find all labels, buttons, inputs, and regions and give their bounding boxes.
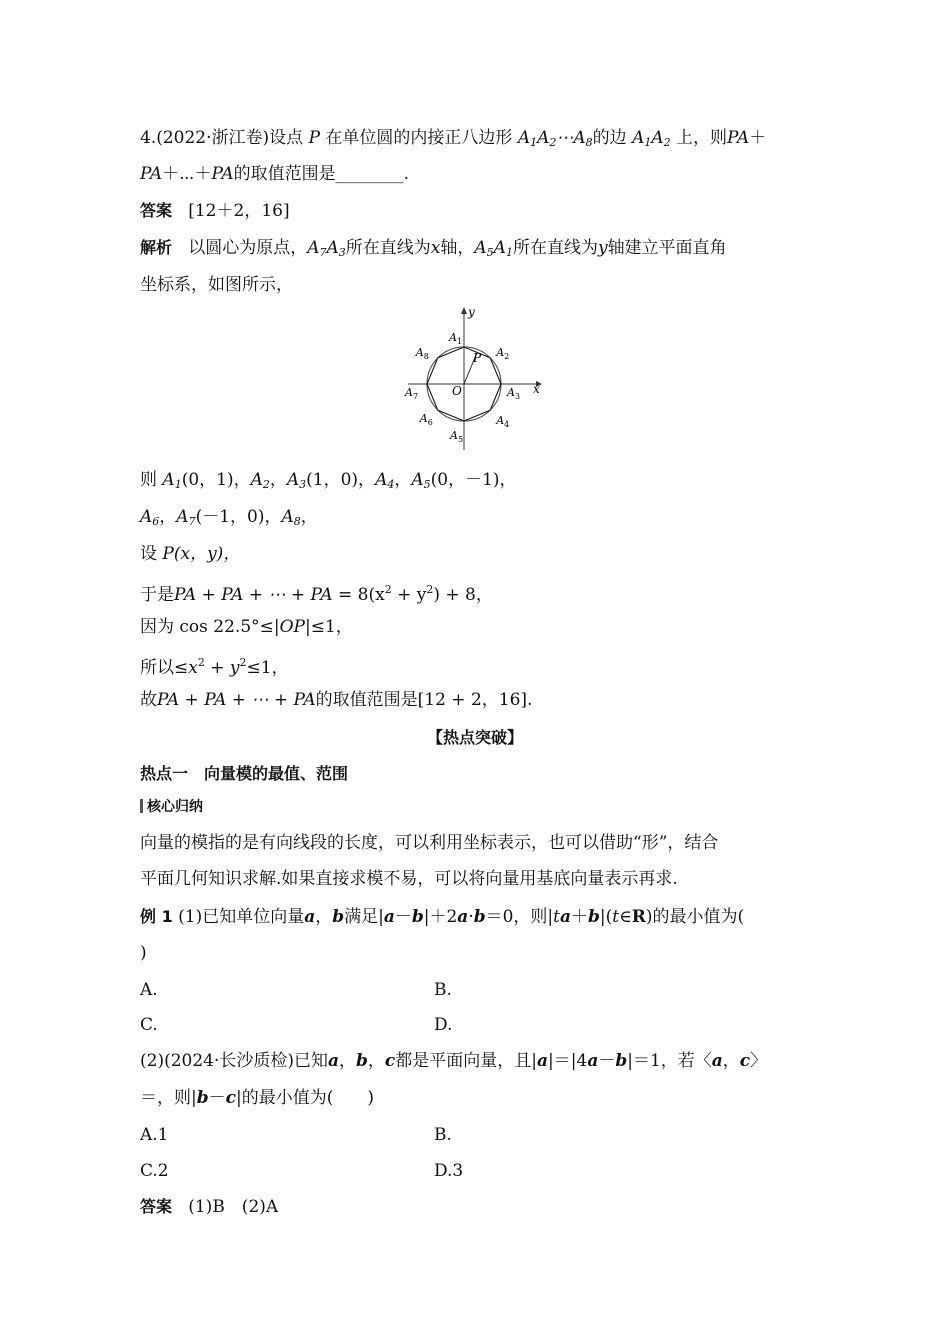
solution-text: 因为 cos 22.5°≤| [140, 617, 280, 637]
question-text: 都是平面向量，且| [395, 1051, 538, 1071]
vector-a: a [457, 907, 469, 927]
point-p: P [162, 544, 174, 564]
exponent: 2 [197, 656, 205, 669]
solution-text: |≤1， [305, 617, 353, 637]
analysis-text: 所在直线为 [512, 238, 598, 258]
example-label: 例 1 [140, 907, 173, 926]
problem-4-line-1 [140, 126, 766, 155]
solution-text: = 8(x [332, 585, 385, 605]
solution-text: 故 [140, 690, 157, 710]
question-text: |＝1，若〈 [627, 1051, 712, 1071]
var-t: t [612, 907, 620, 927]
answer-label: 答案 [140, 201, 173, 220]
solution-line-3 [140, 542, 240, 566]
vector-c: c [225, 1088, 236, 1108]
option-2-c: C.2 [140, 1161, 169, 1181]
solution-text: + y [391, 585, 427, 605]
solution-text: (1，0)， [306, 470, 376, 490]
question-text: 〉 [750, 1051, 768, 1071]
solution-text: (x，y)， [173, 544, 241, 564]
var-x: x [188, 658, 198, 678]
exponent: 2 [384, 583, 392, 596]
question-text: · [468, 907, 474, 927]
y-axis-arrow [461, 307, 467, 314]
solution-line-7 [140, 688, 532, 712]
question-text: ， [315, 907, 333, 927]
vector-c: c [384, 1051, 396, 1071]
vertex-label-a7: $A_7$ [405, 386, 419, 401]
option-c: C. [140, 1015, 158, 1035]
vertex-label-a4: $A_4$ [496, 414, 510, 430]
vector-a: a [537, 1051, 549, 1071]
var-t: t [553, 907, 560, 927]
edge-a1a2: $A_1A_2$ [632, 128, 671, 149]
solution-text: 设 [140, 544, 157, 564]
answer-value: [12＋2，16] [188, 201, 290, 221]
analysis-line-1: 解析 以圆心为原点，$A_7A_3$所在直线为x轴，$A_5A_1$所在直线为y轴建立平面直角 [140, 238, 727, 259]
problem-text: 上，则 [676, 128, 728, 148]
example-1-q2-line-2 [140, 1086, 374, 1110]
x-label: x [533, 382, 540, 396]
pa-sum: PA + PA + ⋯ + PA [174, 585, 333, 605]
question-text: (1)已知单位向量 [172, 907, 305, 927]
exponent: 2 [426, 583, 434, 596]
answer-label: 答案 [140, 1197, 173, 1216]
vector-a: a [587, 1051, 599, 1071]
solution-text: 于是 [140, 585, 174, 605]
y-label: y [468, 305, 475, 319]
real-set: R [631, 907, 646, 927]
heading-bar [140, 799, 143, 813]
vector-a: a [560, 907, 572, 927]
solution-line-5 [140, 615, 353, 639]
solution-text: (－1，0)， [195, 507, 282, 527]
question-text: － [598, 1051, 616, 1071]
vector-a: a [383, 907, 395, 927]
vertex-a1: $A_1A_2\cdots A_8$ [517, 128, 593, 149]
solution-text: 则 [140, 470, 157, 490]
problem-text: 的取值范围是________. [233, 164, 410, 184]
question-text: |＝|4 [548, 1051, 588, 1071]
solution-text: 所以≤ [140, 658, 189, 678]
solution-line-2: $A_6$，$A_7(-1$，0)，$A_8$， [140, 507, 318, 528]
analysis-text: 轴， [440, 238, 475, 258]
exponent: 2 [239, 656, 247, 669]
question-text: 满足| [344, 907, 384, 927]
octagon-figure [400, 302, 550, 452]
question-text: ＝，则| [140, 1088, 197, 1108]
solution-text: (0，－1)， [430, 470, 517, 490]
question-text: ∈ [619, 907, 632, 927]
solution-text: 的取值范围是[12 + 2，16]. [315, 690, 533, 710]
core-paragraph-2: 平面几何知识求解.如果直接求模不易，可以将向量用基底向量表示再求. [140, 869, 678, 889]
var-y: y [597, 238, 608, 258]
section-title: 【热点突破】 [426, 728, 523, 747]
example-1-q1 [140, 905, 744, 929]
analysis-text: 所在直线为 [345, 238, 431, 258]
vector-b: b [411, 907, 424, 927]
pa-term: PA [727, 128, 750, 148]
vertex-label-a3: $A_3$ [507, 386, 521, 401]
solution-text: ≤1， [246, 658, 289, 678]
core-heading [140, 795, 203, 819]
solution-text: ， [394, 470, 412, 490]
option-2-b: B. [434, 1125, 452, 1145]
origin-label: O [452, 384, 462, 398]
question-text: ＋ [571, 907, 589, 927]
question-text: ， [367, 1051, 385, 1071]
option-a: A. [140, 980, 158, 1000]
solution-line-1: 则 $A_1(0$，1)，$A_2$，$A_3(1$，0)，$A_4$，$A_5(0$，－1)， [140, 470, 517, 491]
vertex-label-a2: $A_2$ [496, 345, 510, 361]
analysis-text: 以圆心为原点， [188, 238, 308, 258]
vector-a: a [711, 1051, 723, 1071]
vector-b: b [356, 1051, 368, 1071]
example-1-q2 [140, 1049, 767, 1073]
example-1-q1-close: ) [140, 943, 147, 963]
solution-text: ， [269, 470, 287, 490]
vector-b: b [473, 907, 486, 927]
question-text: |的最小值为( ) [235, 1088, 374, 1108]
vector-b: b [332, 907, 345, 927]
pa-term: PA [211, 164, 234, 184]
example-1-answer [140, 1195, 278, 1219]
vector-b: b [615, 1051, 628, 1071]
point-p: P [308, 128, 321, 148]
question-text: |＋2 [423, 907, 458, 927]
p-label: P [473, 351, 482, 365]
problem-text: 的边 [592, 128, 627, 148]
question-text: ＝0，则| [485, 907, 554, 927]
analysis-text: 坐标系，如图所示， [140, 275, 293, 295]
solution-text: + [204, 658, 230, 678]
vector-c: c [739, 1051, 751, 1071]
pa-term: PA [140, 164, 163, 184]
analysis-label: 解析 [140, 238, 173, 257]
vector-b: b [588, 907, 600, 927]
vertex-label-a5: $A_5$ [450, 429, 464, 444]
problem-text: ＋⋯＋ [162, 164, 212, 184]
core-paragraph-1: 向量的模指的是有向线段的长度，可以利用坐标表示，也可以借助“形”，结合 [140, 833, 719, 853]
solution-text: ， [300, 507, 318, 527]
option-2-a: A.1 [140, 1125, 169, 1145]
question-text: ， [722, 1051, 740, 1071]
answer-value: (1)B (2)A [188, 1197, 279, 1217]
problem-4-line-2 [140, 162, 409, 186]
option-d: D. [434, 1015, 453, 1035]
hot-heading: 热点一 向量模的最值、范围 [140, 764, 349, 783]
solution-line-4 [140, 578, 493, 607]
vector-a: a [304, 907, 316, 927]
plus-sign: ＋ [749, 128, 767, 148]
solution-text: ) + 8， [433, 585, 493, 605]
question-text: － [208, 1088, 226, 1108]
option-2-d: D.3 [434, 1161, 464, 1181]
vertex-label-a6: $A_6$ [419, 412, 433, 428]
op-term: OP [279, 617, 306, 637]
vector-a: a [328, 1051, 340, 1071]
analysis-line-2 [140, 273, 293, 297]
var-x: x [430, 238, 441, 258]
question-text: (2)(2024·长沙质检)已知 [140, 1051, 329, 1071]
solution-text: (0，1)， [181, 470, 251, 490]
answer-line [140, 199, 290, 223]
problem-text: 4.(2022·浙江卷)设点 [140, 128, 304, 148]
question-text: － [394, 907, 412, 927]
analysis-text: 轴建立平面直角 [607, 238, 727, 258]
question-text: |( [599, 907, 613, 927]
core-label: 核心归纳 [147, 799, 203, 815]
vertex-label-a1: $A_1$ [449, 331, 463, 346]
solution-text: ， [159, 507, 177, 527]
var-y: y [229, 658, 240, 678]
option-b: B. [434, 980, 452, 1000]
problem-text: 在单位圆的内接正八边形 [325, 128, 513, 148]
pa-sum: PA + PA + ⋯ + PA [157, 690, 316, 710]
question-text: )的最小值为( [645, 907, 745, 927]
question-text: ， [339, 1051, 357, 1071]
solution-line-6 [140, 651, 289, 680]
vector-b: b [196, 1088, 209, 1108]
vertex-label-a8: $A_8$ [415, 345, 429, 361]
